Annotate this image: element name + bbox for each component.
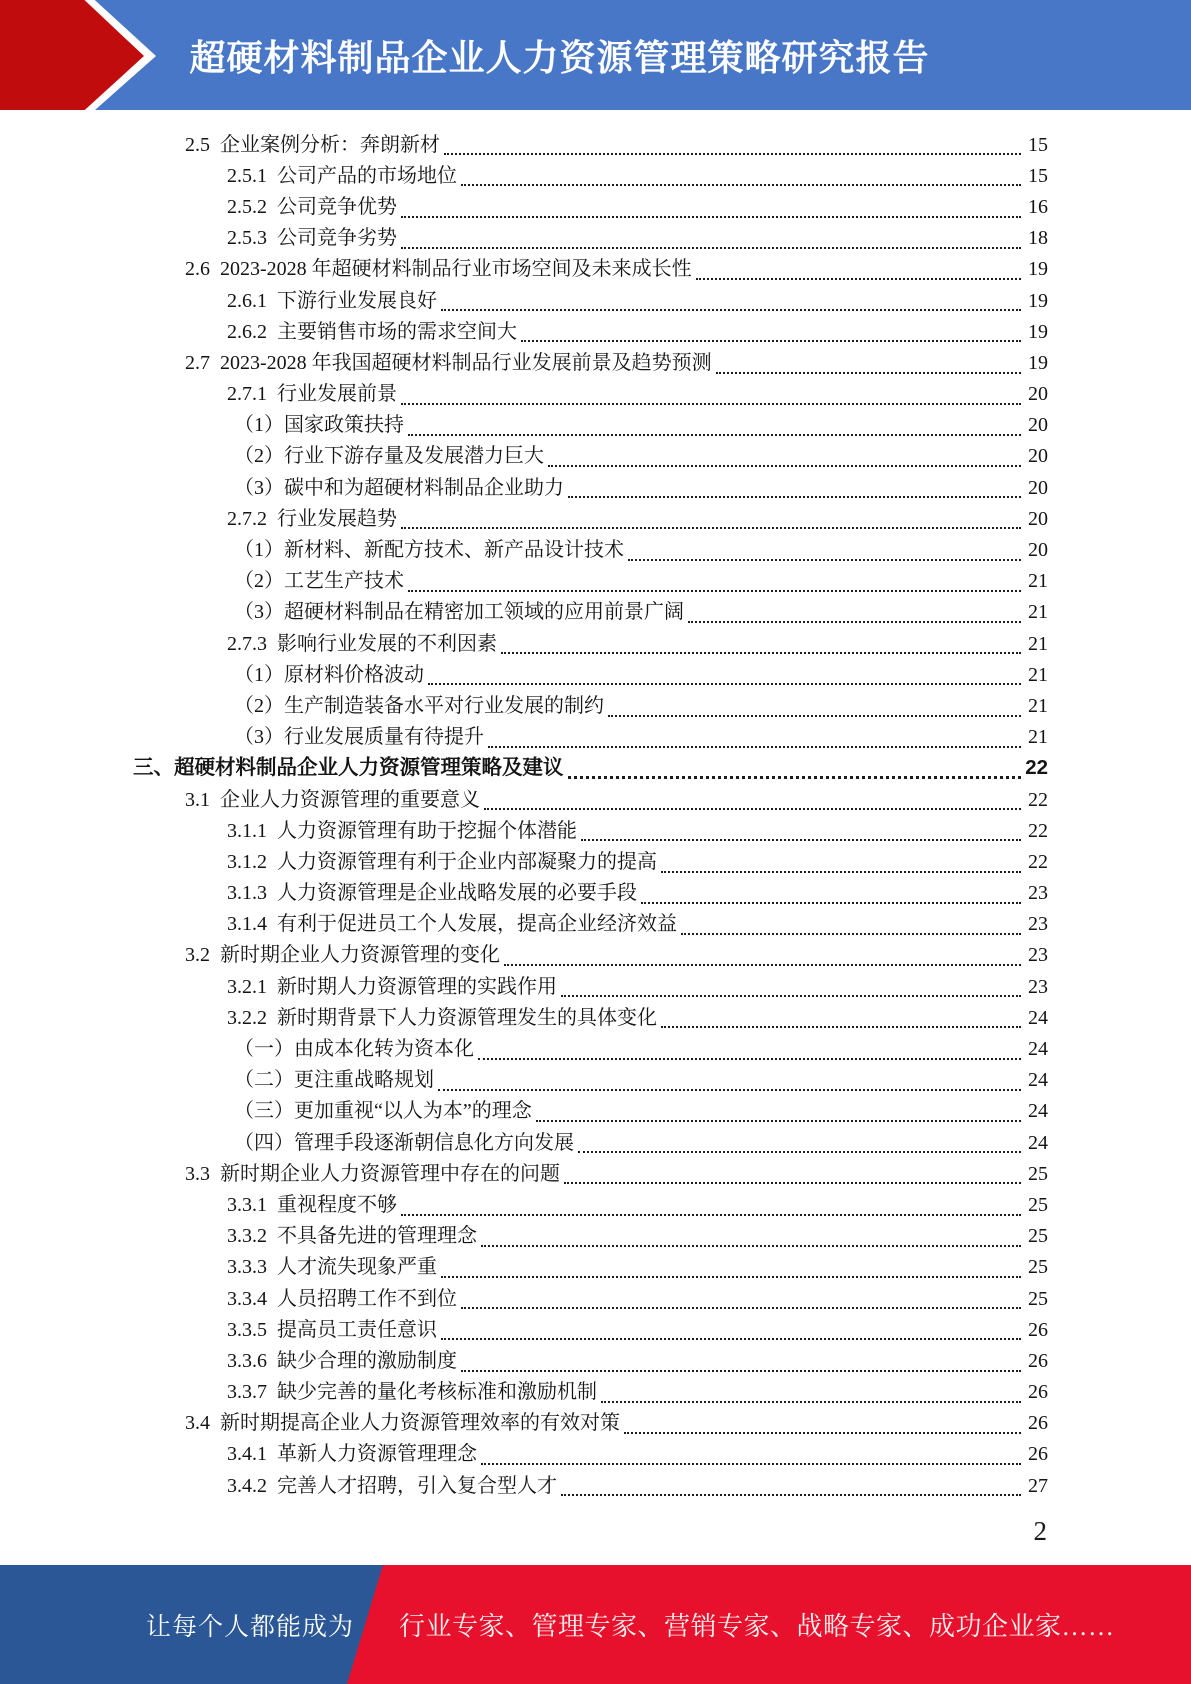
toc-leader-dots xyxy=(401,527,1021,529)
toc-entry-number: 3.1 xyxy=(185,788,210,811)
toc-page-number: 21 xyxy=(1028,663,1048,686)
toc-entry[interactable] xyxy=(0,628,1191,659)
toc-leader-dots xyxy=(504,964,1021,966)
table-of-contents xyxy=(0,129,1191,1501)
toc-entry-number: 3.3.7 xyxy=(227,1381,267,1404)
toc-page-number: 23 xyxy=(1028,913,1048,936)
footer-slogan-right: 行业专家、管理专家、营销专家、战略专家、成功企业家…… xyxy=(399,1612,1115,1641)
toc-entry-label: （四）管理手段逐渐朝信息化方向发展 xyxy=(234,1131,574,1154)
toc-page-number: 16 xyxy=(1028,195,1048,218)
toc-entry-label: 新时期企业人力资源管理的变化 xyxy=(220,944,500,967)
toc-page-number: 15 xyxy=(1028,133,1048,156)
toc-entry[interactable] xyxy=(0,472,1191,503)
toc-leader-dots xyxy=(536,1120,1021,1122)
toc-entry-number: 2.7 xyxy=(185,351,210,374)
toc-entry[interactable] xyxy=(0,379,1191,410)
toc-entry[interactable] xyxy=(0,1033,1191,1064)
toc-leader-dots xyxy=(568,776,1022,779)
toc-leader-dots xyxy=(568,496,1021,498)
toc-entry[interactable] xyxy=(0,659,1191,690)
toc-entry[interactable] xyxy=(0,1158,1191,1189)
toc-entry[interactable] xyxy=(0,316,1191,347)
toc-leader-dots xyxy=(661,1026,1021,1028)
toc-entry[interactable] xyxy=(0,1408,1191,1439)
footer-banner xyxy=(0,1565,1191,1684)
toc-leader-dots xyxy=(601,1401,1021,1403)
toc-entry-number: 2.6.1 xyxy=(227,289,267,312)
toc-entry-number: 3.3.5 xyxy=(227,1318,267,1341)
toc-entry-number: 3.2.1 xyxy=(227,975,267,998)
toc-entry-label: （2）工艺生产技术 xyxy=(234,570,404,593)
toc-entry-number: 3.1.4 xyxy=(227,913,267,936)
toc-leader-dots xyxy=(581,839,1021,841)
toc-leader-dots xyxy=(481,1463,1021,1465)
toc-entry-number: 3.1.2 xyxy=(227,850,267,873)
toc-entry-number: 2.6.2 xyxy=(227,320,267,343)
toc-entry-number: 2.5.3 xyxy=(227,227,267,250)
toc-entry[interactable] xyxy=(0,1065,1191,1096)
toc-entry[interactable] xyxy=(0,191,1191,222)
toc-entry-label: 革新人力资源管理理念 xyxy=(277,1443,477,1466)
toc-entry-label: 企业人力资源管理的重要意义 xyxy=(220,788,480,811)
toc-page-number: 26 xyxy=(1028,1318,1048,1341)
toc-page-number: 19 xyxy=(1028,320,1048,343)
toc-page-number: 20 xyxy=(1028,539,1048,562)
toc-entry-number: 3.2.2 xyxy=(227,1006,267,1029)
toc-entry[interactable] xyxy=(0,909,1191,940)
toc-entry-label: （一）由成本化转为资本化 xyxy=(234,1038,474,1061)
toc-entry[interactable] xyxy=(0,1189,1191,1220)
toc-leader-dots xyxy=(578,1151,1021,1153)
toc-entry[interactable] xyxy=(0,1096,1191,1127)
toc-entry-label: 重视程度不够 xyxy=(277,1193,397,1216)
toc-page-number: 19 xyxy=(1028,289,1048,312)
toc-leader-dots xyxy=(624,1432,1021,1434)
toc-page-number: 27 xyxy=(1028,1474,1048,1497)
toc-leader-dots xyxy=(444,153,1021,155)
toc-page-number: 22 xyxy=(1028,788,1048,811)
toc-leader-dots xyxy=(641,902,1021,904)
toc-leader-dots xyxy=(461,184,1021,186)
toc-page-number: 20 xyxy=(1028,476,1048,499)
toc-entry-number: 3.3 xyxy=(185,1162,210,1185)
toc-page-number: 21 xyxy=(1028,726,1048,749)
toc-page-number: 24 xyxy=(1028,1006,1048,1029)
toc-leader-dots xyxy=(681,933,1021,935)
toc-entry-label: 人力资源管理是企业战略发展的必要手段 xyxy=(277,882,637,905)
footer-slogan-left: 让每个人都能成为 xyxy=(146,1613,355,1641)
toc-page-number: 25 xyxy=(1028,1193,1048,1216)
toc-entry-number: 3.3.6 xyxy=(227,1349,267,1372)
toc-leader-dots xyxy=(608,715,1021,717)
toc-entry[interactable] xyxy=(0,503,1191,534)
toc-page-number: 24 xyxy=(1028,1069,1048,1092)
toc-entry-number: 2.7.2 xyxy=(227,507,267,530)
toc-leader-dots xyxy=(628,559,1021,561)
toc-entry[interactable] xyxy=(0,1127,1191,1158)
toc-entry-label: （3）超硬材料制品在精密加工领域的应用前景广阔 xyxy=(234,601,684,624)
toc-entry[interactable] xyxy=(0,1002,1191,1033)
toc-entry-label: 公司产品的市场地位 xyxy=(277,164,457,187)
toc-leader-dots xyxy=(428,683,1021,685)
toc-leader-dots xyxy=(488,746,1021,748)
toc-entry[interactable] xyxy=(0,1221,1191,1252)
toc-entry-label: 公司竞争优势 xyxy=(277,195,397,218)
toc-entry-label: （3）行业发展质量有待提升 xyxy=(234,726,484,749)
toc-entry-number: 3.1.1 xyxy=(227,819,267,842)
toc-leader-dots xyxy=(401,247,1021,249)
toc-page-number: 20 xyxy=(1028,414,1048,437)
toc-entry[interactable] xyxy=(0,1283,1191,1314)
toc-page-number: 21 xyxy=(1028,632,1048,655)
toc-leader-dots xyxy=(461,1370,1021,1372)
toc-entry-label: 2023-2028 年我国超硬材料制品行业发展前景及趋势预测 xyxy=(220,351,712,374)
toc-page-number: 19 xyxy=(1028,351,1048,374)
toc-leader-dots xyxy=(438,1089,1021,1091)
toc-entry[interactable] xyxy=(0,690,1191,721)
toc-page-number: 23 xyxy=(1028,944,1048,967)
toc-page-number: 24 xyxy=(1028,1131,1048,1154)
toc-page-number: 26 xyxy=(1028,1349,1048,1372)
toc-entry[interactable] xyxy=(0,1314,1191,1345)
toc-leader-dots xyxy=(688,621,1021,623)
toc-page-number: 25 xyxy=(1028,1287,1048,1310)
toc-entry[interactable] xyxy=(0,753,1191,784)
toc-entry-label: 主要销售市场的需求空间大 xyxy=(277,320,517,343)
toc-page-number: 25 xyxy=(1028,1225,1048,1248)
toc-page-number: 25 xyxy=(1028,1256,1048,1279)
toc-leader-dots xyxy=(441,1276,1021,1278)
toc-entry-number: 3.1.3 xyxy=(227,882,267,905)
toc-entry-number: 3.4.1 xyxy=(227,1443,267,1466)
toc-entry[interactable] xyxy=(0,1252,1191,1283)
toc-entry-number: 3.4.2 xyxy=(227,1474,267,1497)
toc-entry-label: 完善人才招聘，引入复合型人才 xyxy=(277,1474,557,1497)
toc-entry-label: （二）更注重战略规划 xyxy=(234,1069,434,1092)
toc-leader-dots xyxy=(478,1058,1021,1060)
toc-entry-label: 人才流失现象严重 xyxy=(277,1256,437,1279)
toc-leader-dots xyxy=(484,808,1021,810)
toc-entry-number: 2.5 xyxy=(185,133,210,156)
toc-entry[interactable] xyxy=(0,846,1191,877)
toc-entry[interactable] xyxy=(0,441,1191,472)
toc-entry-label: 三、超硬材料制品企业人力资源管理策略及建议 xyxy=(133,756,564,780)
toc-entry[interactable] xyxy=(0,534,1191,565)
toc-page-number: 19 xyxy=(1028,258,1048,281)
toc-page-number: 25 xyxy=(1028,1162,1048,1185)
toc-entry-label: 企业案例分析：奔朗新材 xyxy=(220,133,440,156)
toc-entry-label: 不具备先进的管理理念 xyxy=(277,1225,477,1248)
toc-leader-dots xyxy=(481,1245,1021,1247)
toc-entry-number: 2.5.1 xyxy=(227,164,267,187)
toc-page-number: 26 xyxy=(1028,1443,1048,1466)
toc-leader-dots xyxy=(401,1214,1021,1216)
toc-leader-dots xyxy=(408,434,1021,436)
toc-entry-label: （1）国家政策扶持 xyxy=(234,414,404,437)
toc-page-number: 23 xyxy=(1028,975,1048,998)
toc-entry[interactable] xyxy=(0,722,1191,753)
toc-leader-dots xyxy=(461,1307,1021,1309)
toc-entry[interactable] xyxy=(0,815,1191,846)
toc-entry-label: （1）新材料、新配方技术、新产品设计技术 xyxy=(234,539,624,562)
toc-entry-label: （三）更加重视“以人为本”的理念 xyxy=(234,1100,532,1123)
toc-entry-label: 新时期人力资源管理的实践作用 xyxy=(277,975,557,998)
toc-entry-label: 缺少完善的量化考核标准和激励机制 xyxy=(277,1381,597,1404)
toc-entry-label: （2）行业下游存量及发展潜力巨大 xyxy=(234,445,544,468)
toc-entry[interactable] xyxy=(0,1439,1191,1470)
toc-entry-number: 3.3.2 xyxy=(227,1225,267,1248)
toc-entry-label: 新时期企业人力资源管理中存在的问题 xyxy=(220,1162,560,1185)
toc-leader-dots xyxy=(661,871,1021,873)
toc-leader-dots xyxy=(501,652,1021,654)
toc-page-number: 21 xyxy=(1028,570,1048,593)
toc-entry[interactable] xyxy=(0,566,1191,597)
toc-page-number: 22 xyxy=(1025,756,1048,780)
toc-leader-dots xyxy=(561,1494,1021,1496)
toc-page-number: 21 xyxy=(1028,694,1048,717)
toc-entry-number: 2.5.2 xyxy=(227,195,267,218)
toc-leader-dots xyxy=(716,372,1021,374)
toc-entry-label: 行业发展趋势 xyxy=(277,507,397,530)
toc-entry[interactable] xyxy=(0,1470,1191,1501)
toc-entry-number: 3.3.3 xyxy=(227,1256,267,1279)
toc-entry-number: 2.7.1 xyxy=(227,383,267,406)
toc-page-number: 15 xyxy=(1028,164,1048,187)
toc-leader-dots xyxy=(401,216,1021,218)
toc-leader-dots xyxy=(408,590,1021,592)
toc-page-number: 24 xyxy=(1028,1100,1048,1123)
toc-entry[interactable] xyxy=(0,784,1191,815)
toc-entry[interactable] xyxy=(0,1345,1191,1376)
toc-leader-dots xyxy=(561,995,1021,997)
toc-entry[interactable] xyxy=(0,878,1191,909)
toc-entry-number: 3.2 xyxy=(185,944,210,967)
toc-entry[interactable] xyxy=(0,254,1191,285)
toc-entry-number: 2.7.3 xyxy=(227,632,267,655)
toc-entry-label: （1）原材料价格波动 xyxy=(234,663,424,686)
toc-page-number: 24 xyxy=(1028,1038,1048,1061)
toc-entry[interactable] xyxy=(0,160,1191,191)
toc-entry-label: 新时期背景下人力资源管理发生的具体变化 xyxy=(277,1006,657,1029)
toc-leader-dots xyxy=(401,403,1021,405)
toc-page-number: 18 xyxy=(1028,227,1048,250)
toc-entry-label: 影响行业发展的不利因素 xyxy=(277,632,497,655)
toc-entry-label: 人员招聘工作不到位 xyxy=(277,1287,457,1310)
toc-page-number: 21 xyxy=(1028,601,1048,624)
toc-entry-label: 行业发展前景 xyxy=(277,383,397,406)
toc-page-number: 22 xyxy=(1028,819,1048,842)
toc-entry[interactable] xyxy=(0,285,1191,316)
toc-entry-label: 新时期提高企业人力资源管理效率的有效对策 xyxy=(220,1412,620,1435)
toc-leader-dots xyxy=(441,309,1021,311)
report-title-banner xyxy=(0,0,1191,110)
toc-entry[interactable] xyxy=(0,223,1191,254)
toc-entry[interactable] xyxy=(0,410,1191,441)
toc-entry-label: 提高员工责任意识 xyxy=(277,1318,437,1341)
toc-page-number: 23 xyxy=(1028,882,1048,905)
toc-page-number: 20 xyxy=(1028,507,1048,530)
report-title: 超硬材料制品企业人力资源管理策略研究报告 xyxy=(189,36,930,78)
toc-page-number: 26 xyxy=(1028,1381,1048,1404)
toc-entry-label: （3）碳中和为超硬材料制品企业助力 xyxy=(234,476,564,499)
toc-entry[interactable] xyxy=(0,971,1191,1002)
toc-page-number: 20 xyxy=(1028,383,1048,406)
toc-entry-number: 3.4 xyxy=(185,1412,210,1435)
toc-entry-number: 3.3.4 xyxy=(227,1287,267,1310)
toc-entry-label: 下游行业发展良好 xyxy=(277,289,437,312)
toc-entry-label: 公司竞争劣势 xyxy=(277,227,397,250)
toc-page-number: 22 xyxy=(1028,850,1048,873)
toc-entry[interactable] xyxy=(0,129,1191,160)
toc-entry-label: 2023-2028 年超硬材料制品行业市场空间及未来成长性 xyxy=(220,258,692,281)
toc-entry-label: 缺少合理的激励制度 xyxy=(277,1349,457,1372)
toc-entry-label: 有利于促进员工个人发展，提高企业经济效益 xyxy=(277,913,677,936)
toc-entry[interactable] xyxy=(0,597,1191,628)
toc-entry-label: （2）生产制造装备水平对行业发展的制约 xyxy=(234,694,604,717)
page-number: 2 xyxy=(1033,1516,1047,1546)
toc-entry-label: 人力资源管理有助于挖掘个体潜能 xyxy=(277,819,577,842)
toc-entry-number: 3.3.1 xyxy=(227,1193,267,1216)
toc-leader-dots xyxy=(564,1182,1021,1184)
toc-entry[interactable] xyxy=(0,347,1191,378)
toc-page-number: 20 xyxy=(1028,445,1048,468)
toc-leader-dots xyxy=(696,278,1021,280)
toc-entry-number: 2.6 xyxy=(185,258,210,281)
toc-leader-dots xyxy=(521,340,1021,342)
toc-leader-dots xyxy=(441,1338,1021,1340)
toc-leader-dots xyxy=(548,465,1021,467)
toc-entry[interactable] xyxy=(0,940,1191,971)
toc-page-number: 26 xyxy=(1028,1412,1048,1435)
toc-entry-label: 人力资源管理有利于企业内部凝聚力的提高 xyxy=(277,850,657,873)
toc-entry[interactable] xyxy=(0,1377,1191,1408)
